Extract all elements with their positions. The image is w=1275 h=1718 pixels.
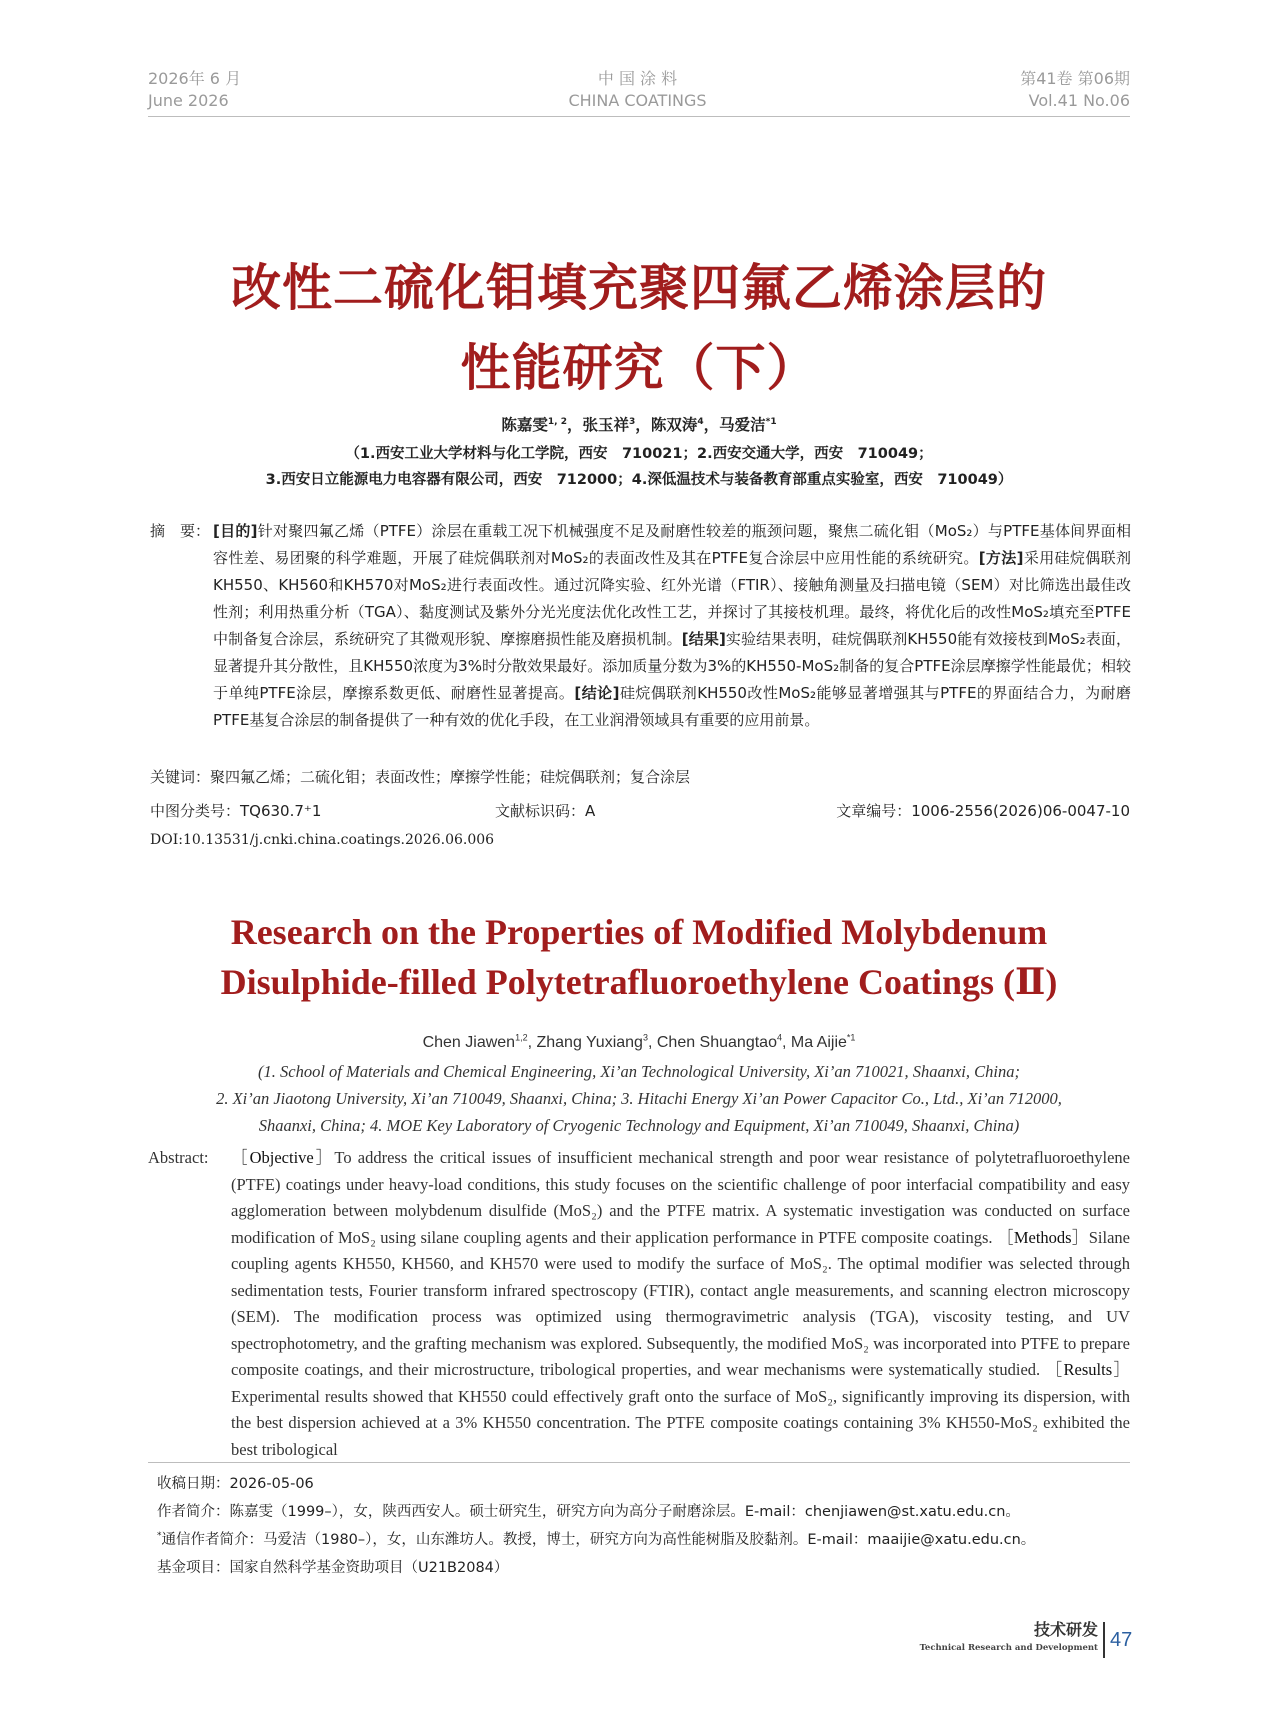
footnote-funding: 基金项目：国家自然科学基金资助项目（U21B2084） (157, 1560, 509, 1576)
cn-authors (148, 413, 1130, 437)
en-author-affiliation-mark: *1 (846, 1032, 856, 1043)
footnote-received: 收稿日期：2026-05-06 (157, 1476, 314, 1492)
cn-abstract-text: 硅烷偶联剂KH550改性MoS₂能够显著增强其与PTFE的界面结合力，为耐磨PTFE基复合涂层的制备提供了一种有效的优化手段，在工业润滑领域具有重要的应用前景。 (213, 684, 1132, 729)
cn-affiliation-line1: （1.西安工业大学材料与化工学院，西安 710021；2.西安交通大学，西安 710049； (345, 446, 933, 462)
en-abstract-label: Abstract: (148, 1148, 209, 1167)
en-author-affiliation-mark: 3 (642, 1032, 648, 1043)
doi: DOI:10.13531/j.cnki.china.coatings.2026.06.006 (150, 832, 495, 848)
header-date (148, 68, 241, 112)
cn-author-name: 陈嘉雯 (501, 416, 548, 434)
footnote-author-bio: 作者简介：陈嘉雯（1999–），女，陕西西安人。硕士研究生，研究方向为高分子耐磨涂层。E-mail：chenjiawen@st.xatu.edu.cn。 (157, 1504, 1020, 1520)
cn-affiliation-line2: 3.西安日立能源电力电容器有限公司，西安 712000；4.深低温技术与装备教育部重点实验室，西安 710049） (265, 472, 1013, 488)
cn-abstract (213, 518, 1131, 734)
header-date-en: June 2026 (148, 91, 229, 110)
clc-number: 中图分类号：TQ630.7⁺1 (150, 802, 322, 820)
header-date-cn: 2026年 6 月 (148, 69, 242, 88)
cn-abstract-text: 针对聚四氟乙烯（PTFE）涂层在重载工况下机械强度不足及耐磨性较差的瓶颈问题，聚焦二硫化钼（MoS₂）与PTFE基体间界面相容性差、易团聚的科学难题，开展了硅烷偶联剂对MoS₂的表面改性及其在PTFE复合涂层中应用性能的系统研究。 (213, 522, 1131, 567)
footnote-divider (148, 1462, 1130, 1463)
en-author-name: Chen Shuangtao (656, 1034, 777, 1051)
article-number: 文章编号：1006-2556(2026)06-0047-10 (836, 802, 1130, 820)
footnote-corresponding (157, 1530, 1035, 1550)
footer-divider (1103, 1622, 1105, 1658)
document-code: 文献标识码：A (495, 802, 596, 820)
en-author-separator: , (781, 1034, 791, 1051)
corresponding-mark: * (157, 1531, 162, 1542)
en-author-name: Zhang Yuxiang (536, 1034, 643, 1051)
footer-section-en: Technical Research and Development (919, 1643, 1098, 1653)
cn-author-affiliation-mark: *1 (765, 416, 777, 427)
cn-author-name: 马爱洁 (719, 416, 766, 434)
cn-author-separator: ， (703, 416, 720, 434)
cn-keywords: 关键词：聚四氟乙烯；二硫化钼；表面改性；摩擦学性能；硅烷偶联剂；复合涂层 (150, 768, 691, 786)
cn-affiliations (148, 441, 1130, 493)
cn-abstract-section-tag: [目的] (213, 522, 258, 540)
en-affiliations (148, 1058, 1130, 1139)
en-title-line1: Research on the Properties of Modified Molybdenum (230, 912, 1048, 952)
cn-author-separator: ， (567, 416, 583, 434)
en-abstract-text: To address the critical issues of insufficient mechanical strength and poor wear resistance of polytetrafluoroethylene (PTFE) coatings under heavy-load conditions, this study focuses on the scientific challenge of poor interfacial compatibility and easy agglomeration between molybdenum disulfide (MoS₂) and the PTFE matrix. A systematic investigation was conducted on surface modification of MoS₂ using silane coupling agents and their application performance in PTFE composite coatings. (231, 1148, 1130, 1247)
cn-title-line1: 改性二硫化钼填充聚四氟乙烯涂层的 (231, 259, 1047, 317)
header-volume-en: Vol.41 No.06 (1028, 91, 1130, 110)
cn-author-separator: ， (635, 416, 651, 434)
en-abstract-section-tag: ［Objective］ (231, 1148, 335, 1167)
page-number: 47 (1110, 1629, 1133, 1651)
header-divider (148, 116, 1130, 117)
cn-author-affiliation-mark: 4 (697, 416, 704, 427)
en-title-line2: Disulphide-filled Polytetrafluoroethylene Coatings (Ⅱ) (220, 962, 1058, 1002)
en-author-name: Ma Aijie (790, 1034, 847, 1051)
footer-section-cn: 技术研发 (1033, 1620, 1098, 1639)
cn-title-line2: 性能研究（下） (460, 339, 818, 397)
cn-abstract-section-tag: [结论] (574, 684, 620, 702)
cn-author-affiliation-mark: 1, 2 (547, 416, 567, 427)
cn-author-name: 张玉祥 (582, 416, 630, 434)
en-affiliation-line3: Shaanxi, China; 4. MOE Key Laboratory of Cryogenic Technology and Equipment, Xi’an 710049, Shaanxi, China) (258, 1116, 1020, 1135)
header-journal-en: CHINA COATINGS (568, 91, 707, 110)
cn-author-affiliation-mark: 3 (629, 416, 636, 427)
en-abstract-section-tag: ［Results］ (1045, 1360, 1130, 1379)
cn-abstract-section-tag: [结果] (681, 630, 726, 648)
en-abstract-section-tag: ［Methods］ (996, 1227, 1089, 1247)
en-abstract-text: Experimental results showed that KH550 could effectively graft onto the surface of MoS₂, significantly improving its dispersion, with the best dispersion achieved at a 3% KH550 concentration. The PTFE composite coatings containing 3% KH550-MoS₂ exhibited the best tribological (231, 1386, 1130, 1459)
en-title (148, 907, 1130, 1007)
header-journal (480, 68, 795, 112)
cn-title (148, 248, 1130, 408)
en-author-affiliation-mark: 1,2 (515, 1032, 528, 1043)
en-author-affiliation-mark: 4 (776, 1032, 782, 1043)
en-abstract (231, 1145, 1130, 1463)
en-abstract-text: Silane coupling agents KH550, KH560, and KH570 were used to modify the surface of MoS₂. The optimal modifier was selected through sedimentation tests, Fourier transform infrared spectroscopy (FTIR), contact angle measurements, and scanning electron microscopy (SEM). The modification process was optimized using thermogravimetric analysis (TGA), viscosity testing, and UV spectrophotometry, and the grafting mechanism was explored. Subsequently, the modified MoS₂ was incorporated into PTFE to prepare composite coatings, and their microstructure, tribological properties, and wear mechanisms were systematically studied. (231, 1227, 1130, 1379)
cn-abstract-section-tag: [方法] (978, 549, 1024, 567)
footnote-corresponding-text: 通信作者简介：马爱洁（1980–），女，山东潍坊人。教授，博士，研究方向为高性能树脂及胶黏剂。E-mail：maaijie@xatu.edu.cn。 (161, 1532, 1036, 1548)
cn-abstract-label: 摘 要： (150, 522, 211, 540)
en-affiliation-line2: 2. Xi’an Jiaotong University, Xi’an 710049, Shaanxi, China; 3. Hitachi Energy Xi’an Power Capacitor Co., Ltd., Xi’an 712000, (216, 1089, 1062, 1108)
en-authors (148, 1031, 1130, 1055)
cn-abstract-text: 采用硅烷偶联剂KH550、KH560和KH570对MoS₂进行表面改性。通过沉降实验、红外光谱（FTIR）、接触角测量及扫描电镜（SEM）对比筛选出最佳改性剂；利用热重分析（TGA）、黏度测试及紫外分光光度法优化改性工艺，并探讨了其接枝机理。最终，将优化后的改性MoS₂填充至PTFE中制备复合涂层，系统研究了其微观形貌、摩擦磨损性能及磨损机制。 (213, 549, 1131, 648)
en-author-separator: , (647, 1034, 657, 1051)
en-author-name: Chen Jiawen (422, 1034, 516, 1051)
header-volume (900, 68, 1130, 112)
header-volume-cn: 第41卷 第06期 (1020, 69, 1130, 88)
en-author-separator: , (527, 1034, 537, 1051)
en-affiliation-line1: (1. School of Materials and Chemical Engineering, Xi’an Technological University, Xi’an 710021, Shaanxi, China; (258, 1062, 1020, 1081)
cn-author-name: 陈双涛 (650, 416, 698, 434)
cn-abstract-text: 实验结果表明，硅烷偶联剂KH550能有效接枝到MoS₂表面，显著提升其分散性，且KH550浓度为3%时分散效果最好。添加质量分数为3%的KH550-MoS₂制备的复合PTFE涂层摩擦学性能最优；相较于单纯PTFE涂层，摩擦系数更低、耐磨性显著提高。 (213, 630, 1131, 702)
header-journal-cn: 中 国 涂 料 (597, 69, 678, 88)
